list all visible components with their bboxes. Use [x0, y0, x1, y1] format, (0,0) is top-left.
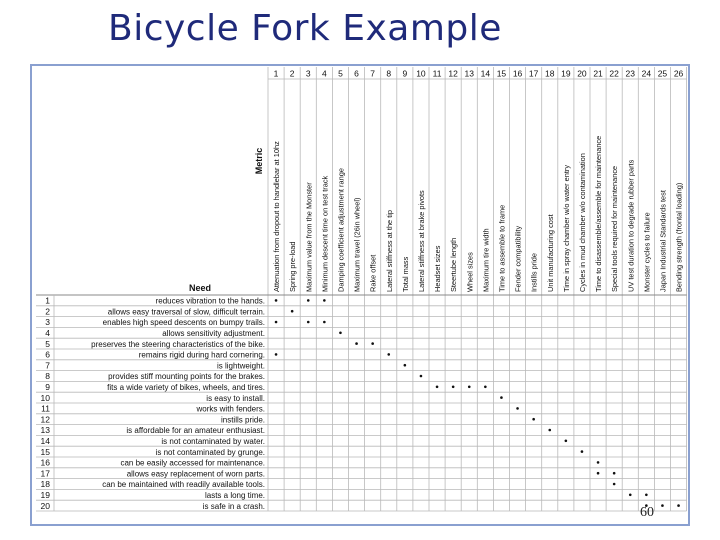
metric-number: 12: [448, 68, 458, 79]
need-number: 6: [45, 349, 50, 360]
need-text: remains rigid during hard cornering.: [138, 350, 265, 360]
need-text: reduces vibration to the hands.: [155, 296, 265, 306]
metric-label: Lateral stiffness at brake pivots: [416, 190, 426, 292]
metric-number: 16: [512, 68, 523, 79]
need-text: provides stiff mounting points for the brakes.: [108, 372, 265, 382]
need-text: allows sensitivity adjustment.: [162, 329, 265, 338]
relationship-dot: [661, 504, 664, 507]
page-number: 60: [640, 505, 654, 520]
metric-number: 14: [480, 68, 491, 79]
relationship-dot: [275, 353, 278, 356]
need-text: can be maintained with readily available tools.: [102, 480, 265, 490]
relationship-dot: [565, 440, 568, 443]
metric-label: Total mass: [400, 256, 410, 292]
need-number: 20: [40, 500, 50, 511]
relationship-dot: [323, 299, 326, 302]
metric-label: Steertube length: [449, 237, 459, 292]
need-number: 12: [40, 414, 50, 425]
need-text: instills pride.: [220, 415, 265, 425]
relationship-dot: [677, 504, 680, 507]
need-text: is lightweight.: [216, 361, 265, 371]
metric-label: Maximum tire width: [481, 228, 491, 292]
need-number: 1: [45, 295, 50, 306]
metric-number: 15: [496, 68, 507, 79]
metric-number: 10: [416, 68, 426, 79]
relationship-dot: [420, 375, 423, 378]
relationship-dot: [452, 386, 455, 389]
metric-number: 18: [545, 68, 555, 79]
metric-label: Maximum travel (26in wheel): [352, 197, 362, 292]
metric-label: Minimum descent time on test track: [320, 175, 330, 292]
need-number: 3: [45, 317, 50, 328]
relationship-dot: [581, 450, 584, 453]
metric-label: Time to disassemble/assemble for maintenance: [594, 135, 604, 292]
metric-number: 24: [641, 68, 652, 79]
relationship-dot: [307, 321, 310, 324]
relationship-dot: [339, 332, 342, 335]
metric-number: 20: [577, 68, 587, 79]
relationship-dot: [532, 418, 535, 421]
need-text: is not contaminated by water.: [161, 437, 265, 446]
need-text: fits a wide variety of bikes, wheels, and tires.: [107, 383, 265, 392]
need-number: 17: [40, 468, 50, 479]
relationship-dot: [355, 342, 358, 345]
metric-label: Fender compatibility: [513, 225, 523, 292]
metric-label: Maximum value from the Monster: [304, 182, 314, 292]
need-text: is easy to install.: [206, 393, 265, 403]
metric-label: Damping coefficient adjustment range: [336, 168, 346, 292]
need-number: 9: [45, 382, 50, 392]
metric-label: Wheel sizes: [465, 252, 475, 292]
relationship-dot: [484, 386, 487, 389]
relationship-dot: [371, 342, 374, 345]
need-number: 19: [40, 490, 50, 500]
relationship-dot: [516, 407, 519, 410]
metric-number: 19: [561, 68, 571, 79]
need-text: preserves the steering characteristics of the bike.: [91, 339, 265, 349]
metric-number: 6: [354, 68, 359, 79]
need-number: 18: [40, 479, 50, 490]
need-text: works with fenders.: [196, 404, 265, 414]
need-header-label: Need: [188, 283, 212, 293]
need-text: enables high speed descents on bumpy trails.: [102, 318, 265, 328]
relationship-dot: [307, 299, 310, 302]
metric-number: 5: [338, 68, 343, 79]
need-number: 5: [45, 338, 50, 349]
relationship-dot: [275, 321, 278, 324]
metric-number: 17: [528, 68, 539, 79]
metric-label: Time in spray chamber w/o water entry: [561, 164, 571, 292]
need-text: allows easy traversal of slow, difficult terrain.: [107, 307, 265, 317]
need-number: 16: [40, 457, 50, 468]
need-number: 2: [45, 306, 50, 317]
need-text: is affordable for an amateur enthusiast.: [126, 426, 265, 436]
relationship-dot: [323, 321, 326, 324]
need-text: allows easy replacement of worn parts.: [126, 469, 265, 479]
metric-number: 3: [305, 68, 311, 79]
need-text: can be easily accessed for maintenance.: [120, 458, 265, 468]
relationship-dot: [597, 461, 600, 464]
relationship-dot: [629, 494, 632, 497]
need-number: 14: [40, 436, 50, 446]
need-number: 13: [40, 425, 50, 436]
relationship-dot: [597, 472, 600, 475]
need-number: 7: [45, 360, 50, 371]
metric-label: Attenuation from dropout to handlebar at 10hz: [272, 141, 282, 292]
metric-label: Monster cycles to failure: [642, 212, 652, 292]
slide-title: Bicycle Fork Example: [108, 8, 502, 49]
need-number: 8: [45, 371, 50, 382]
metric-number: 7: [370, 68, 376, 79]
metric-number: 26: [673, 68, 684, 79]
metric-label: Cycles in mud chamber w/o contamination: [577, 153, 587, 292]
relationship-dot: [500, 396, 503, 399]
need-number: 11: [41, 403, 50, 414]
metric-number: 11: [432, 68, 442, 79]
need-text: lasts a long time.: [204, 491, 265, 500]
metric-label: Japan Industrial Standards test: [658, 190, 668, 292]
need-text: is safe in a crash.: [202, 501, 265, 511]
relationship-dot: [387, 353, 390, 356]
relationship-dot: [291, 310, 294, 313]
metric-number: 1: [273, 68, 279, 79]
relationship-dot: [404, 364, 407, 367]
metric-number: 22: [609, 68, 619, 79]
metric-number: 9: [402, 68, 408, 79]
metric-label: Time to assemble to frame: [497, 204, 507, 292]
metric-label: Special tools required for maintenance: [610, 165, 620, 292]
need-number: 10: [40, 392, 50, 403]
metric-header-label: Metric: [254, 147, 264, 175]
relationship-dot: [613, 472, 616, 475]
metric-number: 23: [625, 68, 635, 79]
metric-number: 2: [289, 68, 295, 79]
relationship-dot: [613, 483, 616, 486]
metric-label: UV test duration to degrade rubber parts: [626, 159, 636, 292]
metric-number: 8: [386, 68, 392, 79]
metric-number: 13: [464, 68, 474, 79]
metric-label: Headset sizes: [433, 245, 443, 292]
metric-label: Rake offset: [368, 254, 378, 292]
relationship-dot: [436, 386, 439, 389]
relationship-dot: [645, 494, 648, 497]
relationship-dot: [275, 299, 278, 302]
metric-label: Instills pride: [529, 252, 539, 292]
relationship-dot: [468, 386, 471, 389]
need-number: 4: [45, 328, 50, 338]
metric-number: 25: [657, 68, 668, 79]
metric-number: 4: [321, 68, 327, 79]
need-text: is not contaminated by grunge.: [155, 447, 265, 457]
metric-number: 21: [593, 68, 603, 79]
relationship-dot: [548, 429, 551, 432]
metric-label: Bending strength (frontal loading): [674, 182, 684, 292]
metric-label: Unit manufacturing cost: [545, 214, 555, 292]
metric-label: Lateral stiffness at the tip: [384, 209, 394, 292]
metric-label: Spring pre-load: [288, 241, 298, 292]
need-number: 15: [40, 446, 50, 457]
